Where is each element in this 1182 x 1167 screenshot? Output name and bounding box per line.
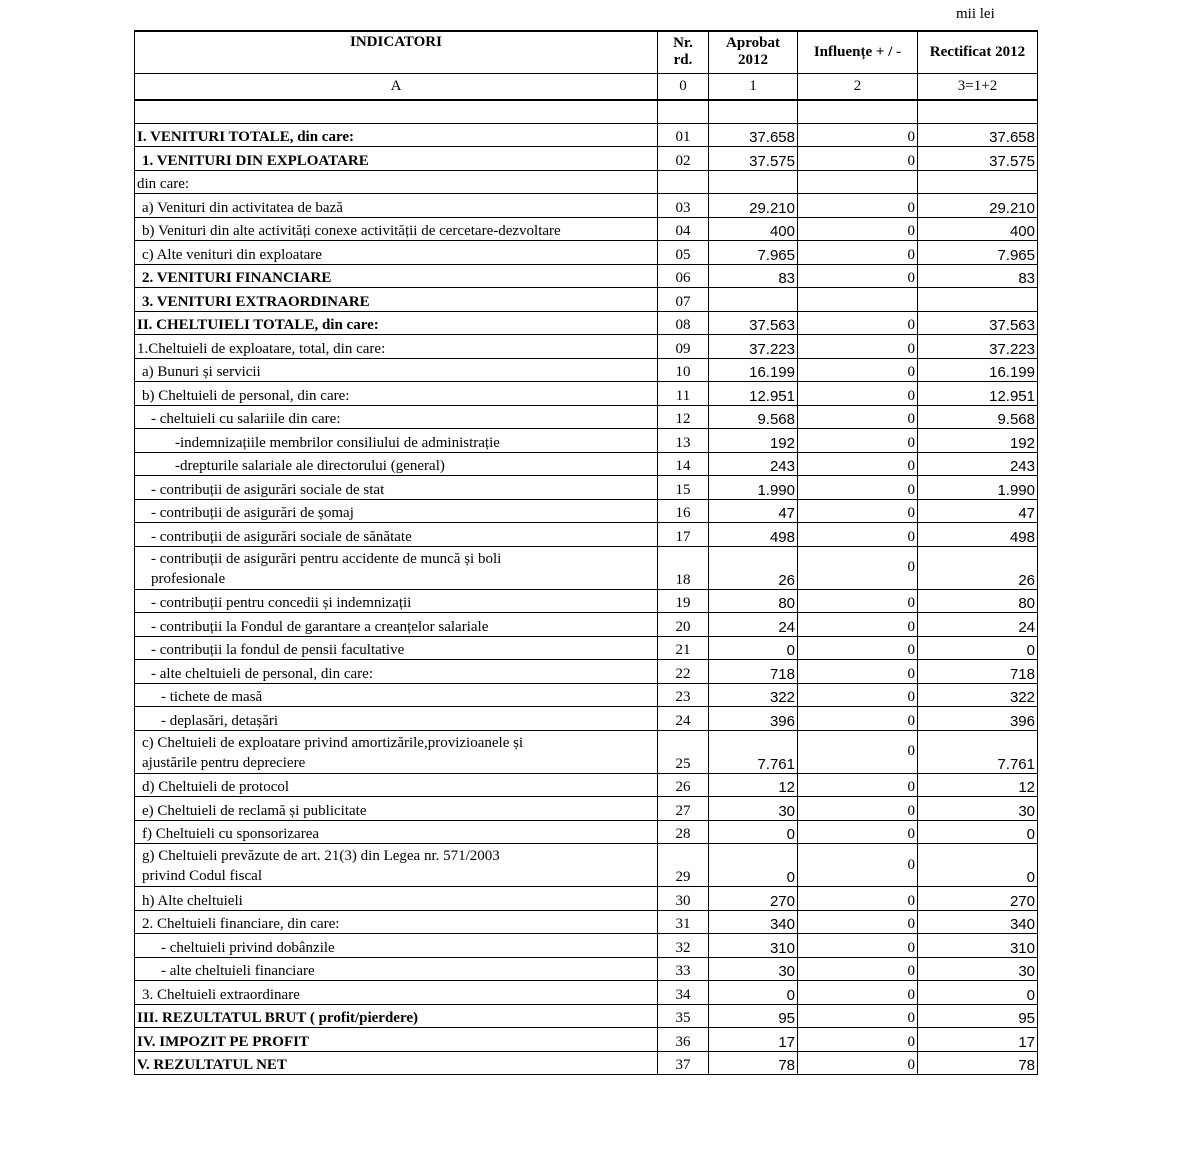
row-label: -drepturile salariale ale directorului (general) (135, 452, 658, 476)
table-row (135, 241, 1038, 265)
influente-value: 0 (798, 797, 918, 821)
table-row (135, 887, 1038, 911)
table-row (135, 452, 1038, 476)
table-row (135, 730, 1038, 773)
row-number: 19 (658, 589, 709, 613)
rectificat-value: 37.658 (918, 123, 1038, 147)
row-label: 1.Cheltuieli de exploatare, total, din care: (135, 335, 658, 359)
influente-value: 0 (798, 476, 918, 500)
influente-value: 0 (798, 957, 918, 981)
rectificat-value: 37.575 (918, 147, 1038, 171)
row-label: - alte cheltuieli financiare (135, 957, 658, 981)
spacer-cell (135, 100, 658, 123)
influente-value (798, 170, 918, 194)
influente-value: 0 (798, 311, 918, 335)
table-row (135, 499, 1038, 523)
table-row (135, 910, 1038, 934)
row-number: 20 (658, 613, 709, 637)
aprobat-value: 7.761 (709, 730, 798, 773)
row-number: 15 (658, 476, 709, 500)
rectificat-value: 26 (918, 546, 1038, 589)
influente-value: 0 (798, 683, 918, 707)
rectificat-value: 0 (918, 844, 1038, 887)
aprobat-value: 396 (709, 707, 798, 731)
row-number: 25 (658, 730, 709, 773)
influente-value: 0 (798, 382, 918, 406)
row-label: din care: (135, 170, 658, 194)
spacer-cell (918, 100, 1038, 123)
rectificat-value: 12.951 (918, 382, 1038, 406)
rectificat-value: 7.965 (918, 241, 1038, 265)
table-row (135, 147, 1038, 171)
row-number: 27 (658, 797, 709, 821)
row-number: 09 (658, 335, 709, 359)
influente-value: 0 (798, 194, 918, 218)
rectificat-value: 400 (918, 217, 1038, 241)
row-label: a) Venituri din activitatea de bază (135, 194, 658, 218)
spacer-row (135, 100, 1038, 123)
rectificat-value: 7.761 (918, 730, 1038, 773)
row-label: f) Cheltuieli cu sponsorizarea (135, 820, 658, 844)
row-label: - contribuții pentru concedii și indemnizații (135, 589, 658, 613)
row-number: 07 (658, 288, 709, 312)
table-row (135, 773, 1038, 797)
aprobat-value: 26 (709, 546, 798, 589)
table-row (135, 820, 1038, 844)
rectificat-value: 396 (918, 707, 1038, 731)
rectificat-value: 80 (918, 589, 1038, 613)
row-number: 29 (658, 844, 709, 887)
row-label: -indemnizațiile membrilor consiliului de administrație (135, 429, 658, 453)
table-row (135, 405, 1038, 429)
row-number: 08 (658, 311, 709, 335)
aprobat-value: 192 (709, 429, 798, 453)
influente-value: 0 (798, 981, 918, 1005)
influente-value: 0 (798, 264, 918, 288)
aprobat-value: 30 (709, 797, 798, 821)
influente-value: 0 (798, 887, 918, 911)
rectificat-value: 1.990 (918, 476, 1038, 500)
subheader-0: 0 (658, 73, 709, 100)
row-label: - contribuții de asigurări de șomaj (135, 499, 658, 523)
influente-value: 0 (798, 335, 918, 359)
row-number: 33 (658, 957, 709, 981)
influente-value: 0 (798, 405, 918, 429)
table-row (135, 1028, 1038, 1052)
row-label: - contribuții la fondul de pensii facultative (135, 636, 658, 660)
aprobat-value: 340 (709, 910, 798, 934)
table-row (135, 476, 1038, 500)
aprobat-value: 78 (709, 1051, 798, 1075)
influente-value: 0 (798, 1051, 918, 1075)
subheader-2: 2 (798, 73, 918, 100)
rectificat-value: 78 (918, 1051, 1038, 1075)
influente-value: 0 (798, 773, 918, 797)
unit-label: mii lei (956, 6, 995, 22)
rectificat-value: 0 (918, 636, 1038, 660)
row-number: 26 (658, 773, 709, 797)
row-label: b) Venituri din alte activități conexe activității de cercetare-dezvoltare (135, 217, 658, 241)
influente-value: 0 (798, 523, 918, 547)
influente-value: 0 (798, 589, 918, 613)
influente-value: 0 (798, 546, 918, 589)
row-label: h) Alte cheltuieli (135, 887, 658, 911)
rectificat-value: 47 (918, 499, 1038, 523)
aprobat-value: 37.223 (709, 335, 798, 359)
aprobat-value (709, 170, 798, 194)
influente-value: 0 (798, 123, 918, 147)
aprobat-value: 12 (709, 773, 798, 797)
table-row (135, 636, 1038, 660)
row-number: 02 (658, 147, 709, 171)
spacer-cell (658, 100, 709, 123)
row-number: 16 (658, 499, 709, 523)
subheader-a: A (135, 73, 658, 100)
row-label: 3. Cheltuieli extraordinare (135, 981, 658, 1005)
row-number: 31 (658, 910, 709, 934)
table-row (135, 335, 1038, 359)
row-number: 32 (658, 934, 709, 958)
influente-value: 0 (798, 147, 918, 171)
influente-value: 0 (798, 660, 918, 684)
aprobat-value: 95 (709, 1004, 798, 1028)
rectificat-value: 30 (918, 797, 1038, 821)
table-row (135, 589, 1038, 613)
aprobat-value: 0 (709, 820, 798, 844)
row-number: 06 (658, 264, 709, 288)
rectificat-value: 24 (918, 613, 1038, 637)
subheader-3: 3=1+2 (918, 73, 1038, 100)
rectificat-value: 322 (918, 683, 1038, 707)
header-row (135, 31, 1038, 73)
aprobat-value: 1.990 (709, 476, 798, 500)
row-label: - alte cheltuieli de personal, din care: (135, 660, 658, 684)
row-label: V. REZULTATUL NET (135, 1051, 658, 1075)
row-label: 2. VENITURI FINANCIARE (135, 264, 658, 288)
influente-value: 0 (798, 707, 918, 731)
row-number: 13 (658, 429, 709, 453)
aprobat-value: 16.199 (709, 358, 798, 382)
table-row (135, 264, 1038, 288)
header-indicatori: INDICATORI (135, 31, 658, 73)
table-row (135, 217, 1038, 241)
row-number: 03 (658, 194, 709, 218)
row-label: III. REZULTATUL BRUT ( profit/pierdere) (135, 1004, 658, 1028)
row-label: b) Cheltuieli de personal, din care: (135, 382, 658, 406)
row-number: 24 (658, 707, 709, 731)
aprobat-value: 29.210 (709, 194, 798, 218)
table-row (135, 844, 1038, 887)
row-number: 23 (658, 683, 709, 707)
aprobat-value: 718 (709, 660, 798, 684)
influente-value: 0 (798, 358, 918, 382)
rectificat-value (918, 288, 1038, 312)
row-number: 35 (658, 1004, 709, 1028)
aprobat-value: 24 (709, 613, 798, 637)
aprobat-value: 83 (709, 264, 798, 288)
influente-value: 0 (798, 217, 918, 241)
aprobat-value: 17 (709, 1028, 798, 1052)
row-label: - cheltuieli privind dobânzile (135, 934, 658, 958)
table-row (135, 1004, 1038, 1028)
row-number: 36 (658, 1028, 709, 1052)
row-label: - contribuții la Fondul de garantare a creanțelor salariale (135, 613, 658, 637)
row-label: - deplasări, detașări (135, 707, 658, 731)
rectificat-value: 29.210 (918, 194, 1038, 218)
spacer-cell (709, 100, 798, 123)
row-number: 11 (658, 382, 709, 406)
rectificat-value: 340 (918, 910, 1038, 934)
rectificat-value: 37.563 (918, 311, 1038, 335)
influente-value: 0 (798, 934, 918, 958)
table-row (135, 288, 1038, 312)
aprobat-value: 0 (709, 981, 798, 1005)
aprobat-value: 310 (709, 934, 798, 958)
table-row (135, 358, 1038, 382)
influente-value: 0 (798, 499, 918, 523)
rectificat-value: 718 (918, 660, 1038, 684)
table-row (135, 123, 1038, 147)
rectificat-value: 270 (918, 887, 1038, 911)
aprobat-value: 7.965 (709, 241, 798, 265)
row-label: - contribuții de asigurări sociale de stat (135, 476, 658, 500)
rectificat-value: 37.223 (918, 335, 1038, 359)
table-row (135, 382, 1038, 406)
rectificat-value: 83 (918, 264, 1038, 288)
table-row (135, 546, 1038, 589)
aprobat-value (709, 288, 798, 312)
row-label: I. VENITURI TOTALE, din care: (135, 123, 658, 147)
row-label: 2. Cheltuieli financiare, din care: (135, 910, 658, 934)
row-number: 14 (658, 452, 709, 476)
row-number: 04 (658, 217, 709, 241)
row-label: - contribuții de asigurări pentru accidente de muncă și boli profesionale (135, 546, 658, 589)
subheader-1: 1 (709, 73, 798, 100)
budget-table (134, 30, 1038, 1075)
rectificat-value: 192 (918, 429, 1038, 453)
aprobat-value: 0 (709, 844, 798, 887)
spacer-cell (798, 100, 918, 123)
row-number: 18 (658, 546, 709, 589)
table-row (135, 429, 1038, 453)
aprobat-value: 37.658 (709, 123, 798, 147)
row-number (658, 170, 709, 194)
influente-value (798, 288, 918, 312)
row-number: 05 (658, 241, 709, 265)
row-label: - cheltuieli cu salariile din care: (135, 405, 658, 429)
rectificat-value: 17 (918, 1028, 1038, 1052)
rectificat-value: 16.199 (918, 358, 1038, 382)
row-label: - tichete de masă (135, 683, 658, 707)
table-row (135, 170, 1038, 194)
row-label: d) Cheltuieli de protocol (135, 773, 658, 797)
rectificat-value (918, 170, 1038, 194)
rectificat-value: 9.568 (918, 405, 1038, 429)
table-row (135, 523, 1038, 547)
aprobat-value: 30 (709, 957, 798, 981)
row-label: g) Cheltuieli prevăzute de art. 21(3) din Legea nr. 571/2003 privind Codul fiscal (135, 844, 658, 887)
influente-value: 0 (798, 452, 918, 476)
header-aprobat: Aprobat 2012 (709, 31, 798, 73)
table-row (135, 194, 1038, 218)
row-number: 34 (658, 981, 709, 1005)
influente-value: 0 (798, 844, 918, 887)
row-label: II. CHELTUIELI TOTALE, din care: (135, 311, 658, 335)
rectificat-value: 498 (918, 523, 1038, 547)
aprobat-value: 243 (709, 452, 798, 476)
row-number: 22 (658, 660, 709, 684)
influente-value: 0 (798, 820, 918, 844)
table-row (135, 613, 1038, 637)
table-row (135, 1051, 1038, 1075)
row-label: - contribuții de asigurări sociale de sănătate (135, 523, 658, 547)
row-label: 1. VENITURI DIN EXPLOATARE (135, 147, 658, 171)
row-number: 10 (658, 358, 709, 382)
table-row (135, 683, 1038, 707)
table-row (135, 660, 1038, 684)
rectificat-value: 0 (918, 981, 1038, 1005)
aprobat-value: 37.563 (709, 311, 798, 335)
influente-value: 0 (798, 730, 918, 773)
row-number: 28 (658, 820, 709, 844)
row-label: IV. IMPOZIT PE PROFIT (135, 1028, 658, 1052)
row-label: 3. VENITURI EXTRAORDINARE (135, 288, 658, 312)
aprobat-value: 9.568 (709, 405, 798, 429)
influente-value: 0 (798, 613, 918, 637)
row-label: c) Cheltuieli de exploatare privind amortizările,provizioanele și ajustările pentru depreciere (135, 730, 658, 773)
row-number: 30 (658, 887, 709, 911)
rectificat-value: 243 (918, 452, 1038, 476)
aprobat-value: 47 (709, 499, 798, 523)
row-number: 21 (658, 636, 709, 660)
header-rectificat: Rectificat 2012 (918, 31, 1038, 73)
row-label: a) Bunuri și servicii (135, 358, 658, 382)
table-row (135, 981, 1038, 1005)
aprobat-value: 270 (709, 887, 798, 911)
aprobat-value: 37.575 (709, 147, 798, 171)
rectificat-value: 0 (918, 820, 1038, 844)
aprobat-value: 12.951 (709, 382, 798, 406)
row-number: 01 (658, 123, 709, 147)
table-row (135, 934, 1038, 958)
influente-value: 0 (798, 636, 918, 660)
aprobat-value: 498 (709, 523, 798, 547)
rectificat-value: 30 (918, 957, 1038, 981)
row-number: 12 (658, 405, 709, 429)
aprobat-value: 0 (709, 636, 798, 660)
header-influente: Influențe + / - (798, 31, 918, 73)
rectificat-value: 310 (918, 934, 1038, 958)
rectificat-value: 12 (918, 773, 1038, 797)
aprobat-value: 322 (709, 683, 798, 707)
aprobat-value: 80 (709, 589, 798, 613)
row-number: 37 (658, 1051, 709, 1075)
row-label: e) Cheltuieli de reclamă și publicitate (135, 797, 658, 821)
row-label: c) Alte venituri din exploatare (135, 241, 658, 265)
subheader-row (135, 73, 1038, 100)
influente-value: 0 (798, 1004, 918, 1028)
header-nr-rd: Nr. rd. (658, 31, 709, 73)
influente-value: 0 (798, 1028, 918, 1052)
table-row (135, 957, 1038, 981)
row-number: 17 (658, 523, 709, 547)
influente-value: 0 (798, 910, 918, 934)
influente-value: 0 (798, 241, 918, 265)
table-row (135, 707, 1038, 731)
table-row (135, 797, 1038, 821)
aprobat-value: 400 (709, 217, 798, 241)
table-row (135, 311, 1038, 335)
rectificat-value: 95 (918, 1004, 1038, 1028)
influente-value: 0 (798, 429, 918, 453)
